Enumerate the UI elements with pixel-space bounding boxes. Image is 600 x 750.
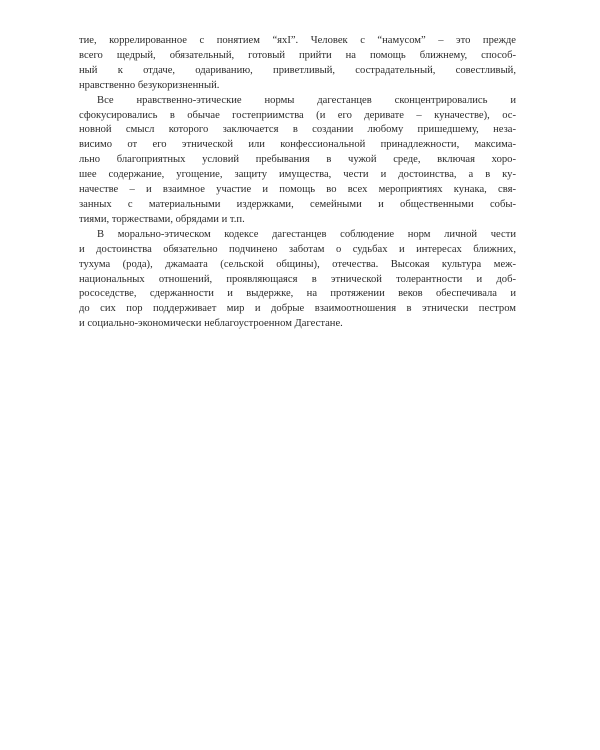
text-line: национальных отношений, проявляющаяся в этнической толерантности и доб-: [79, 273, 516, 285]
text-line: до сих пор поддерживает мир и добрые взаимоотношения в этнически пестром: [79, 303, 516, 315]
text-line: нравственно безукоризненный.: [79, 79, 220, 91]
text-line: В морально-этическом кодексе дагестанцев соблюдение норм личной чести: [97, 228, 516, 240]
paragraph-1: [79, 34, 516, 94]
text-line: льно благоприятных условий пребывания в чужой среде, включая хоро-: [79, 154, 516, 166]
text-line: Все нравственно-этические нормы дагестанцев сконцентрировались и: [97, 94, 516, 106]
text-line: ный к отдаче, одариванию, приветливый, сострадательный, совестливый,: [79, 64, 516, 76]
text-line: новной смысл которого заключается в создании любому пришедшему, неза-: [79, 124, 516, 136]
text-line: начестве – и взаимное участие и помощь во всех мероприятиях кунака, свя-: [79, 184, 516, 196]
text-line: тухума (рода), джамаата (сельской общины), отечества. Высокая культура меж-: [79, 258, 516, 270]
text-line: тиями, торжествами, обрядами и т.п.: [79, 213, 245, 225]
text-line: занных с материальными издержками, семейными и общественными собы-: [79, 198, 516, 210]
document-page: [79, 34, 516, 332]
text-line: и социально-экономически неблагоустроенном Дагестане.: [79, 318, 343, 330]
text-line: шее содержание, угощение, защиту имущества, чести и достоинства, а в ку-: [79, 169, 516, 181]
text-line: и достоинства обязательно подчинено заботам о судьбах и интересах ближних,: [79, 243, 516, 255]
text-line: рососедстве, сдержанности и выдержке, на протяжении веков обеспечивала и: [79, 288, 516, 300]
text-line: сфокусировались в обычае гостеприимства (и его деривате – куначестве), ос-: [79, 109, 516, 121]
text-line: висимо от его этнической или конфессиональной принадлежности, максима-: [79, 139, 516, 151]
text-line: тие, коррелированное с понятием “яхІ”. Человек с “намусом” – это прежде: [79, 35, 516, 46]
paragraph-3: [79, 228, 516, 332]
text-line: всего щедрый, обязательный, готовый прийти на помощь ближнему, способ-: [79, 49, 516, 61]
paragraph-2: [79, 94, 516, 228]
